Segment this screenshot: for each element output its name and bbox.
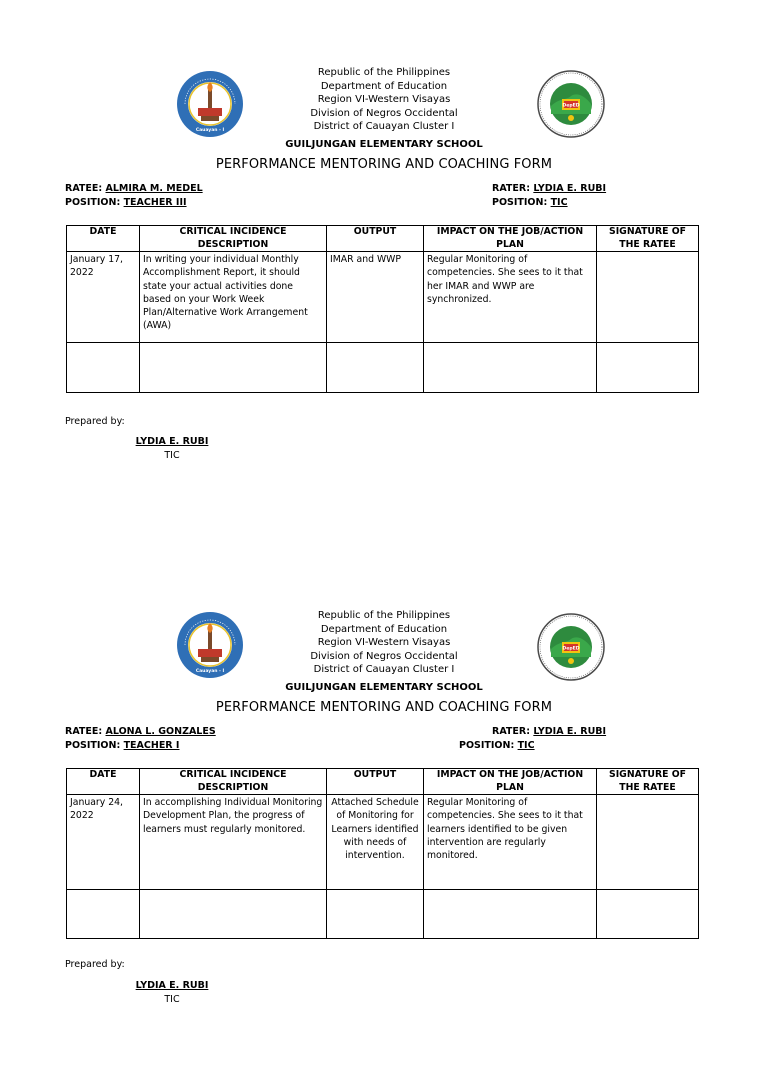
table-header-row (67, 226, 699, 252)
mentoring-table (66, 225, 699, 393)
svg-text:Cauayan - I: Cauayan - I (195, 128, 225, 133)
empty-cell (140, 890, 327, 939)
empty-cell (327, 343, 424, 393)
rater-info (492, 182, 606, 210)
rater-position-label: POSITION: (492, 197, 548, 208)
header-line-republic: Republic of the Philippines (317, 610, 451, 621)
cell-impact: Regular Monitoring of competencies. She sees to it that learners identified to be given intervention are regularly monitored. (424, 795, 597, 890)
rater-info (492, 725, 606, 739)
svg-text:DepED: DepED (562, 646, 580, 652)
table-row-empty (67, 890, 699, 939)
form-title: PERFORMANCE MENTORING AND COACHING FORM (215, 157, 553, 172)
header-line-division: Division of Negros Occidental (310, 650, 458, 662)
table-row (67, 252, 699, 343)
header-line-department: Department of Education (320, 623, 448, 635)
preparer-position: TIC (164, 994, 180, 1005)
ratee-position-label: POSITION: (65, 740, 121, 751)
header-line-department: Department of Education (320, 80, 448, 92)
rater-position-label: POSITION: (459, 740, 515, 751)
rater-position-info (459, 739, 535, 753)
empty-cell (67, 343, 140, 393)
header-signature: SIGNATURE OF THE RATEE (597, 226, 699, 252)
mentoring-table (66, 768, 699, 939)
empty-cell (597, 890, 699, 939)
mentoring-form-1 (0, 62, 768, 532)
cell-date: January 24, 2022 (67, 795, 140, 890)
header-date: DATE (67, 226, 140, 252)
header-line-district: District of Cauayan Cluster I (313, 664, 455, 675)
mentoring-form-2 (0, 605, 768, 1075)
rater-name: LYDIA E. RUBI (533, 183, 607, 194)
header-signature: SIGNATURE OF THE RATEE (597, 769, 699, 795)
ratee-label: RATEE: (65, 183, 103, 194)
school-name: GUILJUNGAN ELEMENTARY SCHOOL (285, 139, 483, 150)
cell-date: January 17, 2022 (67, 252, 140, 343)
ratee-name: ALONA L. GONZALES (105, 726, 216, 737)
header-description: CRITICAL INCIDENCE DESCRIPTION (140, 769, 327, 795)
empty-cell (597, 343, 699, 393)
ratee-position: TEACHER III (123, 197, 187, 208)
cell-output: Attached Schedule of Monitoring for Learners identified with needs of intervention. (327, 795, 424, 890)
table-row-empty (67, 343, 699, 393)
header-line-region: Region VI-Western Visayas (317, 94, 451, 105)
preparer-position: TIC (164, 450, 180, 461)
header-date: DATE (67, 769, 140, 795)
empty-cell (327, 890, 424, 939)
header-impact: IMPACT ON THE JOB/ACTION PLAN (424, 769, 597, 795)
header-output: OUTPUT (327, 226, 424, 252)
empty-cell (140, 343, 327, 393)
empty-cell (67, 890, 140, 939)
rater-position: TIC (550, 197, 568, 208)
agency-header (234, 66, 534, 134)
preparer-name: LYDIA E. RUBI (135, 980, 209, 991)
svg-text:DepED: DepED (562, 103, 580, 109)
ratee-label: RATEE: (65, 726, 103, 737)
table-row (67, 795, 699, 890)
prepared-by-label: Prepared by: (65, 416, 125, 427)
svg-text:Cauayan - I: Cauayan - I (195, 669, 225, 674)
preparer-name: LYDIA E. RUBI (135, 436, 209, 447)
rater-label: RATER: (492, 183, 531, 194)
agency-header (234, 609, 534, 677)
table-header-row (67, 769, 699, 795)
cell-description: In writing your individual Monthly Accomplishment Report, it should state your actual activities done based on your Work Week Plan/Alternative Work Arrangement (AWA) (140, 252, 327, 343)
header-line-republic: Republic of the Philippines (317, 67, 451, 78)
ratee-info (65, 725, 216, 753)
empty-cell (424, 343, 597, 393)
header-description: CRITICAL INCIDENCE DESCRIPTION (140, 226, 327, 252)
empty-cell (424, 890, 597, 939)
division-seal-logo (537, 70, 605, 138)
rater-position: TIC (517, 740, 535, 751)
division-seal-logo (537, 613, 605, 681)
ratee-position: TEACHER I (123, 740, 180, 751)
cell-signature (597, 795, 699, 890)
prepared-by-label: Prepared by: (65, 959, 125, 970)
ratee-position-label: POSITION: (65, 197, 121, 208)
school-name: GUILJUNGAN ELEMENTARY SCHOOL (285, 682, 483, 693)
form-title: PERFORMANCE MENTORING AND COACHING FORM (215, 700, 553, 715)
header-line-division: Division of Negros Occidental (310, 107, 458, 119)
header-line-region: Region VI-Western Visayas (317, 637, 451, 648)
rater-name: LYDIA E. RUBI (533, 726, 607, 737)
header-impact: IMPACT ON THE JOB/ACTION PLAN (424, 226, 597, 252)
header-line-district: District of Cauayan Cluster I (313, 121, 455, 132)
ratee-info (65, 182, 203, 210)
cell-description: In accomplishing Individual Monitoring Development Plan, the progress of learners must regularly monitored. (140, 795, 327, 890)
cell-impact: Regular Monitoring of competencies. She sees to it that her IMAR and WWP are synchronized. (424, 252, 597, 343)
ratee-name: ALMIRA M. MEDEL (105, 183, 203, 194)
cell-output: IMAR and WWP (327, 252, 424, 343)
rater-label: RATER: (492, 726, 531, 737)
header-output: OUTPUT (327, 769, 424, 795)
cell-signature (597, 252, 699, 343)
